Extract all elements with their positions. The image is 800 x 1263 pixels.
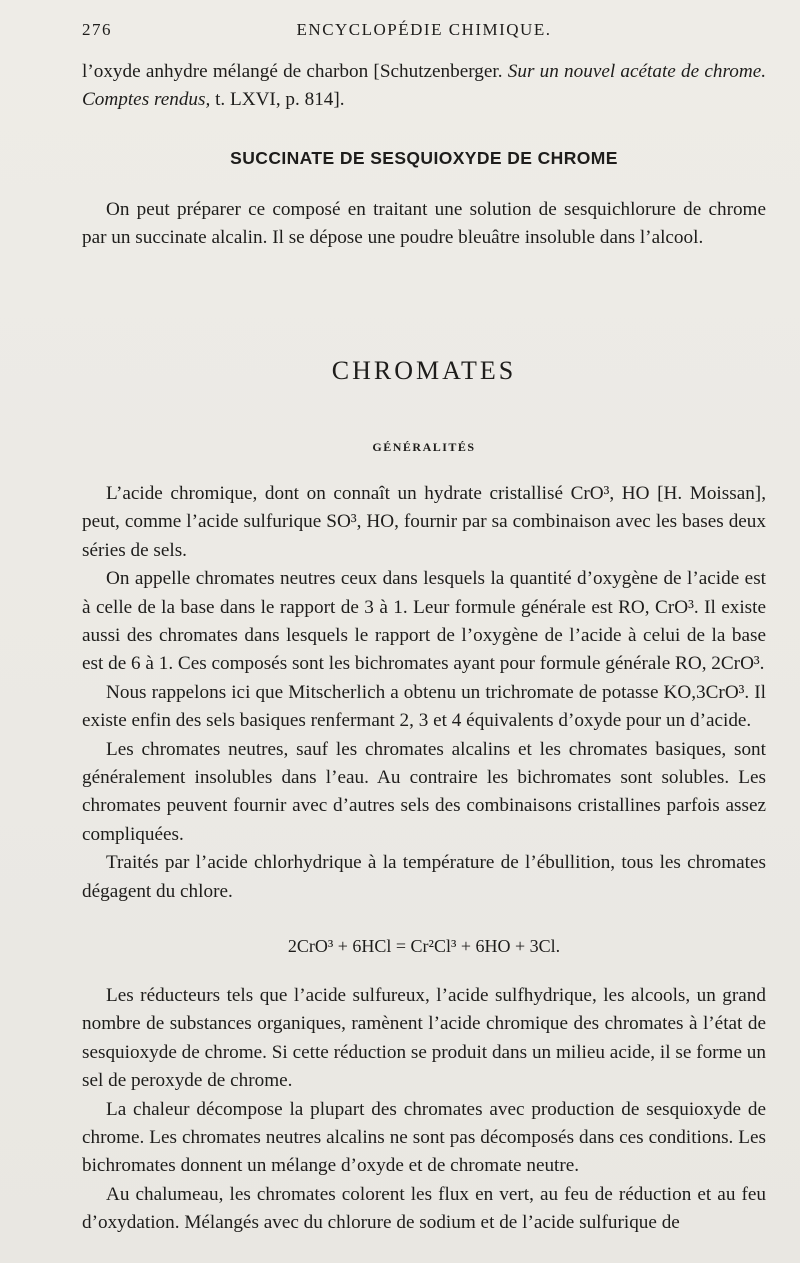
chromates-body-2 — [82, 982, 766, 1238]
chromates-title-block — [82, 356, 766, 386]
intro-text: l’oxyde anhydre mélangé de charbon [Schutzenberger. — [82, 61, 508, 82]
succinate-body — [82, 196, 766, 253]
paragraph-chromates-neutres: On appelle chromates neutres ceux dans lesquels la quantité d’oxygène de l’acide est à celle de la base dans le rapport de 3 à 1. Leur formule générale est RO, CrO³. Il existe aussi des chromates dans lesquels le rapport de l’oxygène de l’acide à celui de la base est de 6 à 1. Ces composés sont les bichromates ayant pour formule générale RO, 2CrO³. — [82, 568, 766, 675]
succinate-title-block — [82, 148, 766, 169]
succinate-paragraph: On peut préparer ce composé en traitant une solution de sesquichlorure de chrome par un succinate alcalin. Il se dépose une poudre bleuâtre insoluble dans l’alcool. — [82, 199, 766, 249]
page-number: 276 — [82, 20, 112, 39]
section-title-succinate: SUCCINATE DE SESQUIOXYDE DE CHROME — [230, 148, 618, 168]
subtitle-generalites: GÉNÉRALITÉS — [372, 440, 476, 454]
intro-citation-italic: Sur un nouvel acétate de chrome. Comptes rendus, — [82, 61, 767, 111]
paragraph-chalumeau: Au chalumeau, les chromates colorent les flux en vert, au feu de réduction et au feu d’oxydation. Mélangés avec du chlorure de sodium et de l’acide sulfurique de — [82, 1183, 766, 1234]
paragraph-reducteurs: Les réducteurs tels que l’acide sulfureux, l’acide sulfhydrique, les alcools, un grand nombre de substances organiques, ramènent l’acide chromique des chromates à l’état de sesquioxyde de chrome. Si cette réduction se produit dans un milieu acide, il se forme un sel de peroxyde de chrome. — [82, 985, 766, 1092]
chemical-equation: 2CrO³ + 6HCl = Cr²Cl³ + 6HO + 3Cl. — [287, 936, 561, 956]
chromates-body-1 — [82, 480, 766, 906]
paragraph-chaleur: La chaleur décompose la plupart des chromates avec production de sesquioxyde de chrome. Les chromates neutres alcalins ne sont pas décomposés dans ces conditions. Les bichromates donnent un mélange d’oxyde et de chromate neutre. — [82, 1098, 766, 1177]
generalites-title-block — [82, 440, 766, 455]
intro-citation-end: t. LXVI, p. 814]. — [210, 89, 345, 111]
running-title: ENCYCLOPÉDIE CHIMIQUE. — [296, 20, 552, 39]
running-header — [82, 20, 766, 44]
intro-paragraph-block — [82, 58, 766, 115]
equation-block — [82, 936, 766, 957]
paragraph-trichromate: Nous rappelons ici que Mitscherlich a obtenu un trichromate de potasse KO,3CrO³. Il existe enfin des sels basiques renfermant 2, 3 et 4 équivalents d’oxyde pour un d’acide. — [82, 681, 766, 732]
chapter-title-chromates: CHROMATES — [331, 356, 517, 385]
paragraph-acide-chromique: L’acide chromique, dont on connaît un hydrate cristallisé CrO³, HO [H. Moissan], peut, comme l’acide sulfurique SO³, HO, fournir par sa combinaison avec les bases deux séries de sels. — [82, 483, 766, 561]
paragraph-solubilite: Les chromates neutres, sauf les chromates alcalins et les chromates basiques, sont généralement insolubles dans l’eau. Au contraire les bichromates sont solubles. Les chromates peuvent fournir avec d’autres sels des combinaisons cristallines parfois assez compliquées. — [82, 738, 766, 845]
intro-paragraph — [82, 58, 766, 115]
paragraph-acide-chlorhydrique: Traités par l’acide chlorhydrique à la température de l’ébullition, tous les chromates dégagent du chlore. — [82, 852, 766, 902]
